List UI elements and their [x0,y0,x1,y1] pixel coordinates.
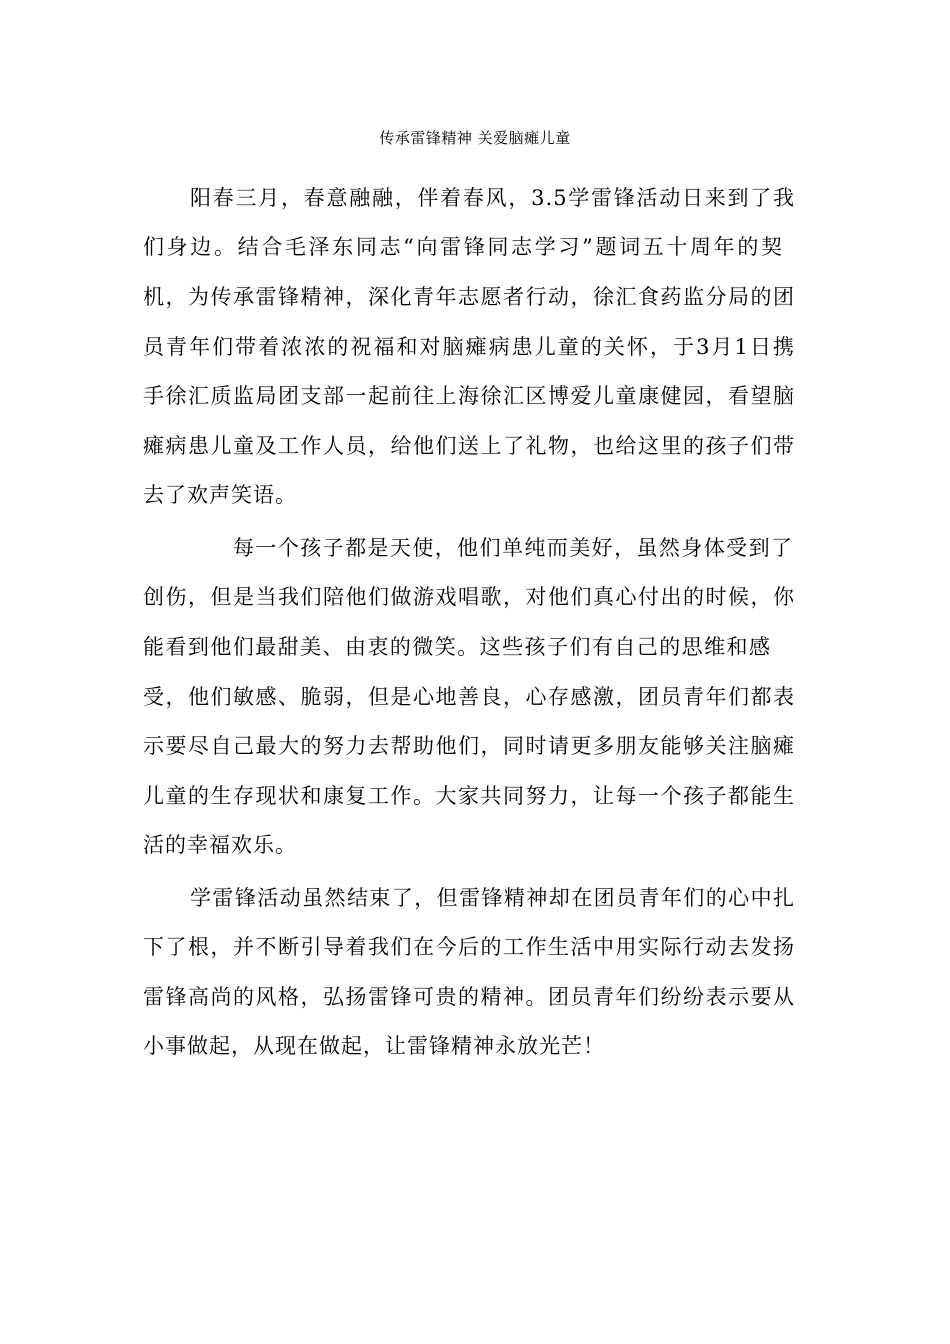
paragraph-line: 下了根，并不断引导着我们在今后的工作生活中用实际行动去发扬 [143,935,795,959]
paragraph-line: 们身边。结合毛泽东同志“向雷锋同志学习”题词五十周年的契 [143,235,783,259]
paragraph-line: 手徐汇质监局团支部一起前往上海徐汇区博爱儿童康健园，看望脑 [143,384,795,408]
paragraph-line: 示要尽自己最大的努力去帮助他们，同时请更多朋友能够关注脑瘫 [143,734,795,758]
paragraph-line: 去了欢声笑语。 [143,483,297,507]
paragraph-line: 活的幸福欢乐。 [143,833,297,857]
paragraph-line: 员青年们带着浓浓的祝福和对脑瘫病患儿童的关怀，于3月1日携 [143,335,795,359]
paragraph-line: 每一个孩子都是天使，他们单纯而美好，虽然身体受到了 [233,536,793,560]
paragraph-line: 瘫病患儿童及工作人员，给他们送上了礼物，也给这里的孩子们带 [143,434,795,458]
paragraph-line: 创伤，但是当我们陪他们做游戏唱歌，对他们真心付出的时候，你 [143,585,795,609]
paragraph-line: 能看到他们最甜美、由衷的微笑。这些孩子们有自己的思维和感 [143,635,771,659]
document-title: 传承雷锋精神 关爱脑瘫儿童 [379,129,571,147]
paragraph-line: 机，为传承雷锋精神，深化青年志愿者行动，徐汇食药监分局的团 [143,285,795,309]
paragraph-line: 小事做起，从现在做起，让雷锋精神永放光芒！ [143,1034,605,1058]
paragraph-line: 雷锋高尚的风格，弘扬雷锋可贵的精神。团员青年们纷纷表示要从 [143,985,795,1009]
paragraph-line: 学雷锋活动虽然结束了，但雷锋精神却在团员青年们的心中扎 [190,886,795,910]
paragraph-line: 儿童的生存现状和康复工作。大家共同努力，让每一个孩子都能生 [143,784,795,808]
paragraph-line: 受，他们敏感、脆弱，但是心地善良，心存感激，团员青年们都表 [143,685,795,709]
paragraph-line: 阳春三月，春意融融，伴着春风，3.5学雷锋活动日来到了我 [190,186,795,210]
